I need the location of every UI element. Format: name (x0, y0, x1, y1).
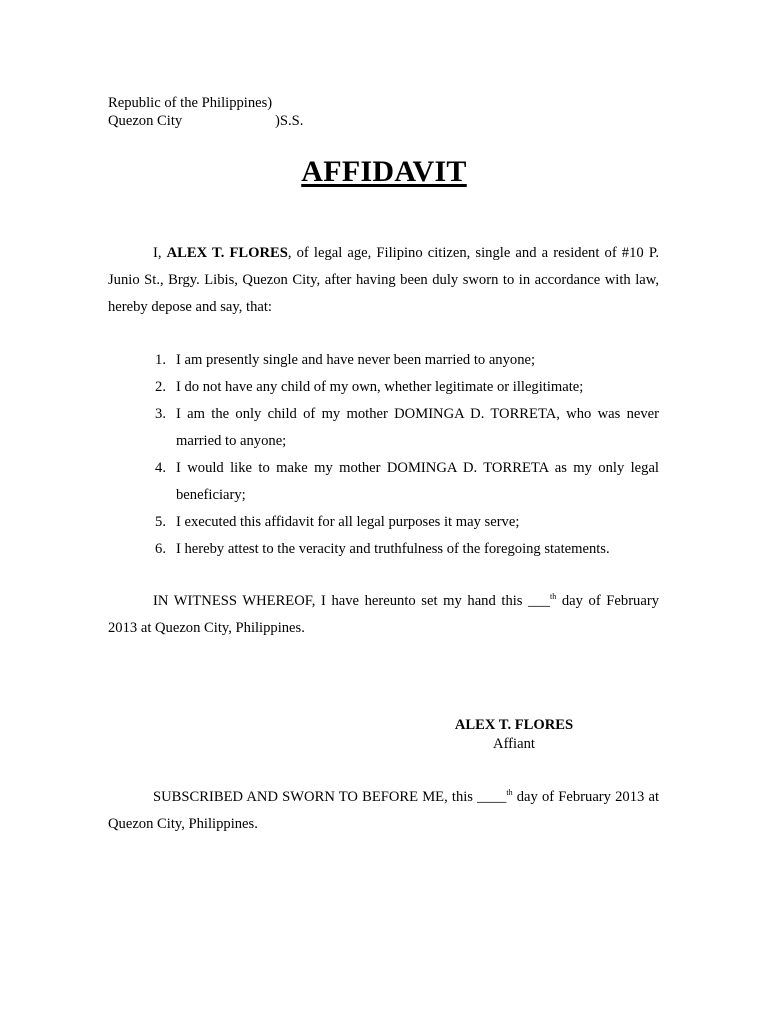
jurat-text-after: day of February 2013 at Quezon City, Philippines. (108, 789, 660, 832)
list-item-number: 3. (155, 406, 166, 422)
jurat-text-before: SUBSCRIBED AND SWORN TO BEFORE ME, this ____ (153, 789, 507, 805)
witness-ordinal-suffix: th (549, 592, 557, 601)
list-item (108, 347, 659, 374)
affiant-name: ALEX T. FLORES (454, 717, 574, 733)
jurat-paragraph (108, 784, 659, 838)
list-item-number: 1. (155, 352, 166, 368)
intro-text: , of legal age, Filipino citizen, single and a resident of #10 P. Junio St., Brgy. Libis, Quezon City, after having been duly sworn to in accordance with law, hereby depose and say, that: (108, 245, 659, 315)
deposition-list (108, 347, 659, 563)
venue-city-line (108, 112, 303, 130)
venue-city: Quezon City (108, 113, 183, 129)
venue-country: Republic of the Philippines) (108, 95, 273, 111)
venue-block (108, 94, 303, 130)
affiant-name-inline: ALEX T. FLORES (166, 245, 288, 261)
venue-country-line (108, 94, 303, 112)
list-item (108, 536, 659, 563)
list-item-text: I am presently single and have never been married to anyone; (176, 352, 536, 368)
list-item-number: 6. (155, 541, 166, 557)
list-item-text: I do not have any child of my own, whether legitimate or illegitimate; (176, 379, 584, 395)
list-item (108, 374, 659, 401)
list-item-text: I hereby attest to the veracity and truthfulness of the foregoing statements. (176, 541, 610, 557)
witness-paragraph (108, 588, 659, 642)
venue-ss: )S.S. (275, 113, 304, 129)
list-item-number: 5. (155, 514, 166, 530)
list-item-text: I would like to make my mother DOMINGA D. TORRETA as my only legal beneficiary; (176, 460, 659, 503)
affiant-role: Affiant (493, 736, 535, 752)
list-item (108, 455, 659, 509)
document-title: AFFIDAVIT (301, 155, 467, 188)
witness-text-after: day of February 2013 at Quezon City, Philippines. (108, 593, 659, 636)
list-item-number: 2. (155, 379, 166, 395)
jurat-ordinal-suffix: th (506, 788, 513, 797)
list-item (108, 401, 659, 455)
list-item-text: I am the only child of my mother DOMINGA D. TORRETA, who was never married to anyone; (176, 406, 659, 449)
signature-block (412, 716, 616, 754)
list-item (108, 509, 659, 536)
intro-prefix: I, (153, 245, 167, 261)
list-item-text: I executed this affidavit for all legal purposes it may serve; (176, 514, 520, 530)
list-item-number: 4. (155, 460, 166, 476)
intro-paragraph (108, 240, 659, 321)
witness-text-before: IN WITNESS WHEREOF, I have hereunto set my hand this ___ (153, 593, 550, 609)
